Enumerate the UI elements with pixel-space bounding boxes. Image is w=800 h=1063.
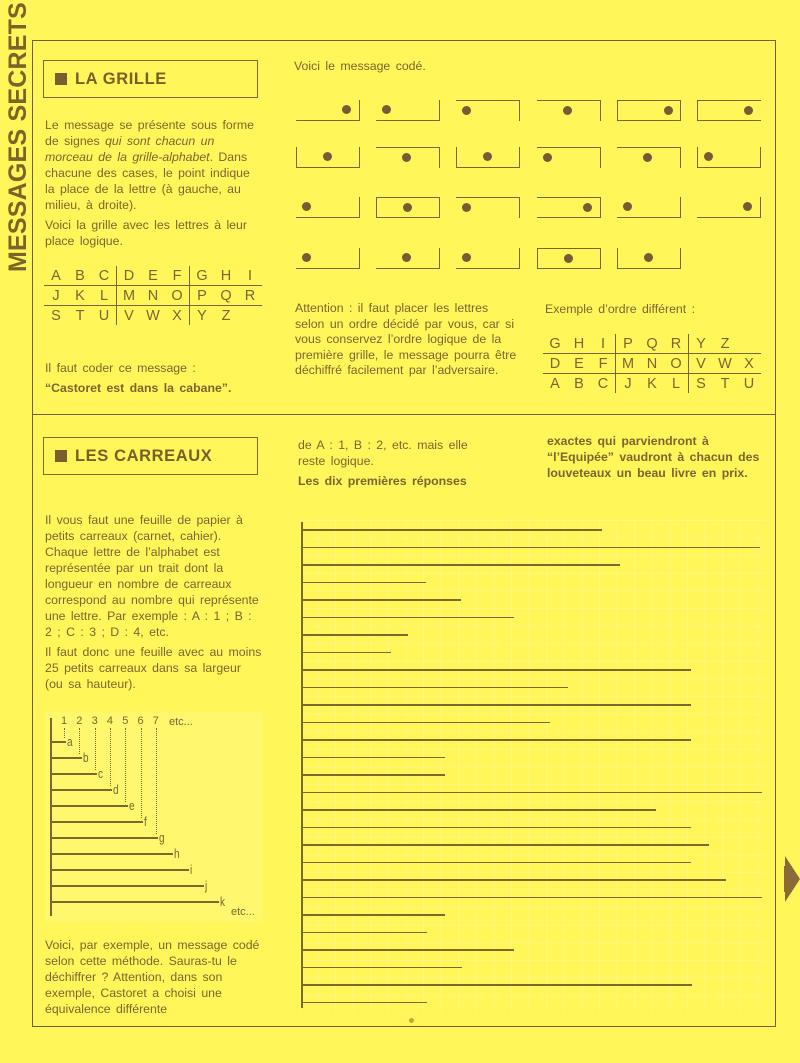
grid-letter: Z xyxy=(221,307,231,324)
diagram-letter: d xyxy=(113,783,119,797)
coded-glyph xyxy=(617,100,681,121)
diagram-stroke xyxy=(51,741,66,743)
grid-letter: A xyxy=(550,375,560,392)
grid-letter: E xyxy=(567,354,591,374)
intro-text-end: . Dans chacune des cases, le point indique la place de la lettre (à gauche, au milieu, à droite). xyxy=(45,150,250,212)
next-page-arrow-icon[interactable] xyxy=(785,856,800,902)
coded-glyph xyxy=(537,248,601,269)
diagram-stroke xyxy=(51,805,128,807)
grid-letter: P xyxy=(616,334,641,354)
diagram-letter: a xyxy=(67,735,73,749)
dot-icon xyxy=(643,153,652,162)
coded-stroke xyxy=(302,757,445,759)
grille-intro xyxy=(45,117,263,253)
diagram-number: 3 xyxy=(91,715,98,727)
grid-letter: N xyxy=(141,286,165,306)
grid-letter: I xyxy=(591,334,616,354)
coded-glyph xyxy=(376,100,440,121)
grid-letter: Y xyxy=(197,307,207,324)
intro-italic: qui sont chacun un morceau de la grille-alphabet xyxy=(45,134,215,164)
coded-stroke xyxy=(302,862,691,864)
dot-icon xyxy=(462,253,471,262)
diagram-number: 4 xyxy=(106,715,114,727)
diagram-stroke xyxy=(51,789,112,791)
grid-letter: H xyxy=(567,334,591,354)
diagram-number: 2 xyxy=(76,715,83,727)
coded-stroke xyxy=(302,722,550,724)
coded-stroke xyxy=(302,582,426,584)
coded-glyph xyxy=(537,100,601,121)
coded-stroke xyxy=(302,984,692,986)
column3-text: exactes qui parviendront à “l’Equipée” vaudront à chacun des louveteaux un beau livre en prix. xyxy=(547,434,760,480)
col2-text: de A : 1, B : 2, etc. mais elle reste logique. xyxy=(298,438,468,468)
coded-stroke xyxy=(302,704,691,706)
grid-letter xyxy=(238,306,262,326)
diagram-letter: j xyxy=(205,879,208,893)
diagram-guide xyxy=(141,728,142,818)
grid-letter: G xyxy=(543,334,567,354)
diagram-guide xyxy=(110,728,111,786)
diagram-letter: i xyxy=(189,863,192,877)
grid-letter: X xyxy=(165,306,190,326)
coded-glyph xyxy=(537,147,601,168)
grid-letter: B xyxy=(68,266,92,286)
diagram-guide xyxy=(64,728,65,738)
heading-text: LES CARREAUX xyxy=(75,446,213,465)
diagram-guide xyxy=(125,728,126,802)
coded-stroke xyxy=(302,792,762,794)
dot-icon xyxy=(644,253,653,262)
grid-letter: D xyxy=(543,354,567,374)
coded-stroke xyxy=(302,967,462,969)
coded-stroke xyxy=(302,652,391,654)
grid-letter: K xyxy=(647,375,657,392)
grid-letter: F xyxy=(591,354,616,374)
grid-letter: R xyxy=(238,286,262,306)
grid-letter: U xyxy=(743,375,755,392)
grid-letter: K xyxy=(68,286,92,306)
coded-glyph xyxy=(617,248,681,269)
diagram-letter: b xyxy=(82,751,89,765)
diagram-guide xyxy=(79,728,80,754)
carreaux-text-2: Il faut donc une feuille avec au moins 25 petits carreaux dans sa largeur (ou sa hauteur). xyxy=(45,645,262,691)
diagram-letter: c xyxy=(97,767,103,781)
coded-stroke xyxy=(302,932,427,934)
coded-glyph xyxy=(456,197,520,218)
grid-letter: M xyxy=(117,286,142,306)
dot-icon xyxy=(623,202,632,211)
grid-letter: A xyxy=(44,266,68,286)
diagram-letter: e xyxy=(128,799,135,813)
dot-icon xyxy=(402,153,411,162)
logical-grid xyxy=(44,266,262,325)
grid-letter: B xyxy=(574,375,584,392)
grid-letter: J xyxy=(624,375,632,392)
coded-stroke xyxy=(302,599,461,601)
grid-letter: O xyxy=(165,286,190,306)
coded-stroke xyxy=(302,879,726,881)
attention-text: Attention : il faut placer les lettres selon un ordre décidé par vous, car si vous conservez l’ordre logique de la première grille, le message pourra être déchiffré facilement par l’adversaire. xyxy=(295,301,517,377)
example-grid xyxy=(543,334,761,393)
grid-letter: W xyxy=(713,354,737,374)
grid-letter: Q xyxy=(214,286,238,306)
dot-icon xyxy=(403,203,412,212)
coded-glyph xyxy=(296,248,360,269)
grid-letter: R xyxy=(664,334,689,354)
diagram-stroke xyxy=(51,869,189,871)
dot-icon xyxy=(382,105,391,114)
dot-icon xyxy=(664,106,673,115)
grid-letter: E xyxy=(141,266,165,286)
diagram-letter: f xyxy=(143,815,147,829)
grid-letter: D xyxy=(117,266,142,286)
grid-letter: O xyxy=(664,354,689,374)
grid-letter: Z xyxy=(713,334,737,354)
stroke-axis xyxy=(301,522,303,1008)
grid-letter: F xyxy=(165,266,190,286)
col2-bold: Les dix premières réponses xyxy=(298,474,467,488)
coded-glyph xyxy=(697,147,761,168)
diagram-stroke xyxy=(51,821,143,823)
dot-icon xyxy=(302,202,311,211)
diagram-stroke xyxy=(51,837,158,839)
grid-letter: S xyxy=(696,375,706,392)
dot-icon xyxy=(483,152,492,161)
coded-glyph xyxy=(697,197,761,218)
task-line: Il faut coder ce message : xyxy=(45,361,196,375)
dot-icon xyxy=(323,152,332,161)
dot-icon xyxy=(744,106,753,115)
task-message: “Castoret est dans la cabane”. xyxy=(45,381,232,395)
dot-icon xyxy=(302,253,311,262)
dot-icon xyxy=(402,253,411,262)
square-bullet-icon xyxy=(55,73,67,85)
carreaux-text-1: Il vous faut une feuille de papier à petits carreaux (carnet, cahier). Chaque lettre de l’alphabet est représentée par un trait dont la longueur en nombre de carreaux correspond au nombre qui représente une lettre. Par exemple : A : 1 ; B : 2 ; C : 3 ; D : 4, etc. xyxy=(45,513,259,639)
diagram-stroke xyxy=(51,757,82,759)
grid-letter: T xyxy=(720,375,730,392)
coded-stroke xyxy=(302,529,602,531)
diagram-etc: etc... xyxy=(169,716,193,728)
intro-text-2: Voici la grille avec les lettres à leur place logique. xyxy=(45,218,247,248)
diagram-number: 5 xyxy=(122,715,129,727)
grid-letter: I xyxy=(238,266,262,286)
dot-icon xyxy=(583,203,592,212)
dot-icon xyxy=(543,153,552,162)
page-speck xyxy=(409,1018,414,1023)
dot-icon xyxy=(564,254,573,263)
dot-icon xyxy=(462,203,471,212)
grid-letter: P xyxy=(190,286,215,306)
coded-glyph xyxy=(537,197,601,218)
dot-icon xyxy=(342,105,351,114)
section-heading-grille xyxy=(43,60,258,98)
coded-glyph xyxy=(456,248,520,269)
coded-glyph xyxy=(697,100,761,121)
example-label: Exemple d’ordre différent : xyxy=(545,302,695,316)
grid-letter: V xyxy=(124,307,134,324)
grid-letter: L xyxy=(664,374,689,394)
grid-letter: T xyxy=(75,307,85,324)
coded-stroke xyxy=(302,774,445,776)
diagram-number: 6 xyxy=(137,715,144,727)
section-heading-carreaux xyxy=(43,437,258,475)
coded-stroke xyxy=(302,547,760,549)
grid-letter: V xyxy=(689,354,714,374)
grid-letter: U xyxy=(92,306,117,326)
coded-stroke xyxy=(302,564,620,566)
grid-letter: M xyxy=(616,354,641,374)
coded-stroke xyxy=(302,809,656,811)
task-block xyxy=(45,360,275,400)
coded-glyph xyxy=(296,197,360,218)
coded-stroke xyxy=(302,844,709,846)
grid-letter: G xyxy=(190,266,215,286)
square-bullet-icon xyxy=(55,450,67,462)
diagram-letter: h xyxy=(174,847,180,861)
coded-glyph xyxy=(296,100,360,121)
coded-stroke xyxy=(302,914,445,916)
diagram-guide xyxy=(95,728,96,770)
coded-glyph xyxy=(617,197,681,218)
dot-icon xyxy=(743,202,752,211)
grid-letter: S xyxy=(51,307,61,324)
dot-icon xyxy=(462,106,471,115)
diagram-etc: etc... xyxy=(231,906,255,918)
heading-text: LA GRILLE xyxy=(75,69,167,88)
coded-glyph xyxy=(376,248,440,269)
grid-letter: Q xyxy=(640,334,664,354)
diagram-stroke xyxy=(51,773,97,775)
grid-letter: C xyxy=(591,374,616,394)
coded-stroke xyxy=(302,897,762,899)
grid-letter: L xyxy=(92,286,117,306)
carreaux-intro xyxy=(45,512,263,696)
grid-letter: C xyxy=(92,266,117,286)
coded-glyph xyxy=(376,147,440,168)
coded-glyph xyxy=(617,147,681,168)
grid-letter xyxy=(737,334,761,354)
diagram-stroke xyxy=(51,885,204,887)
coded-stroke xyxy=(302,687,568,689)
coded-glyph xyxy=(456,147,520,168)
carreaux-text-3: Voici, par exemple, un message codé selon cette méthode. Sauras-tu le déchiffrer ? Attention, dans son exemple, Castoret a choisi une équivalence différente xyxy=(45,938,260,1016)
coded-stroke xyxy=(302,669,691,671)
coded-stroke xyxy=(302,617,514,619)
coded-stroke xyxy=(302,949,514,951)
grid-letter: Y xyxy=(689,334,714,354)
diagram-stroke xyxy=(51,901,219,903)
dot-icon xyxy=(704,152,713,161)
side-title: MESSAGES SECRETS xyxy=(4,2,32,272)
coded-stroke xyxy=(302,634,408,636)
diagram-guide xyxy=(156,728,157,834)
diagram-stroke xyxy=(51,853,173,855)
section-divider xyxy=(32,414,776,415)
grid-letter: W xyxy=(146,307,160,324)
diagram-letter: g xyxy=(159,831,165,845)
grid-letter: N xyxy=(640,354,664,374)
column2-text xyxy=(298,437,498,493)
grid-letter: X xyxy=(737,354,761,374)
coded-stroke xyxy=(302,739,691,741)
diagram-number: 7 xyxy=(152,715,159,727)
coded-strokes-paper xyxy=(300,520,765,1012)
coded-glyph xyxy=(296,147,360,168)
grid-letter: H xyxy=(214,266,238,286)
dot-icon xyxy=(563,106,572,115)
grid-letter: J xyxy=(44,286,68,306)
diagram-letter: k xyxy=(220,895,226,909)
coded-stroke xyxy=(302,1002,427,1004)
coded-glyph xyxy=(456,100,520,121)
intro-text: Le message se présente sous forme de signes xyxy=(45,118,254,148)
example-diagram xyxy=(45,712,263,922)
coded-label: Voici le message codé. xyxy=(294,59,426,73)
coded-stroke xyxy=(302,827,691,829)
diagram-number: 1 xyxy=(61,715,68,727)
coded-glyph xyxy=(376,197,440,218)
